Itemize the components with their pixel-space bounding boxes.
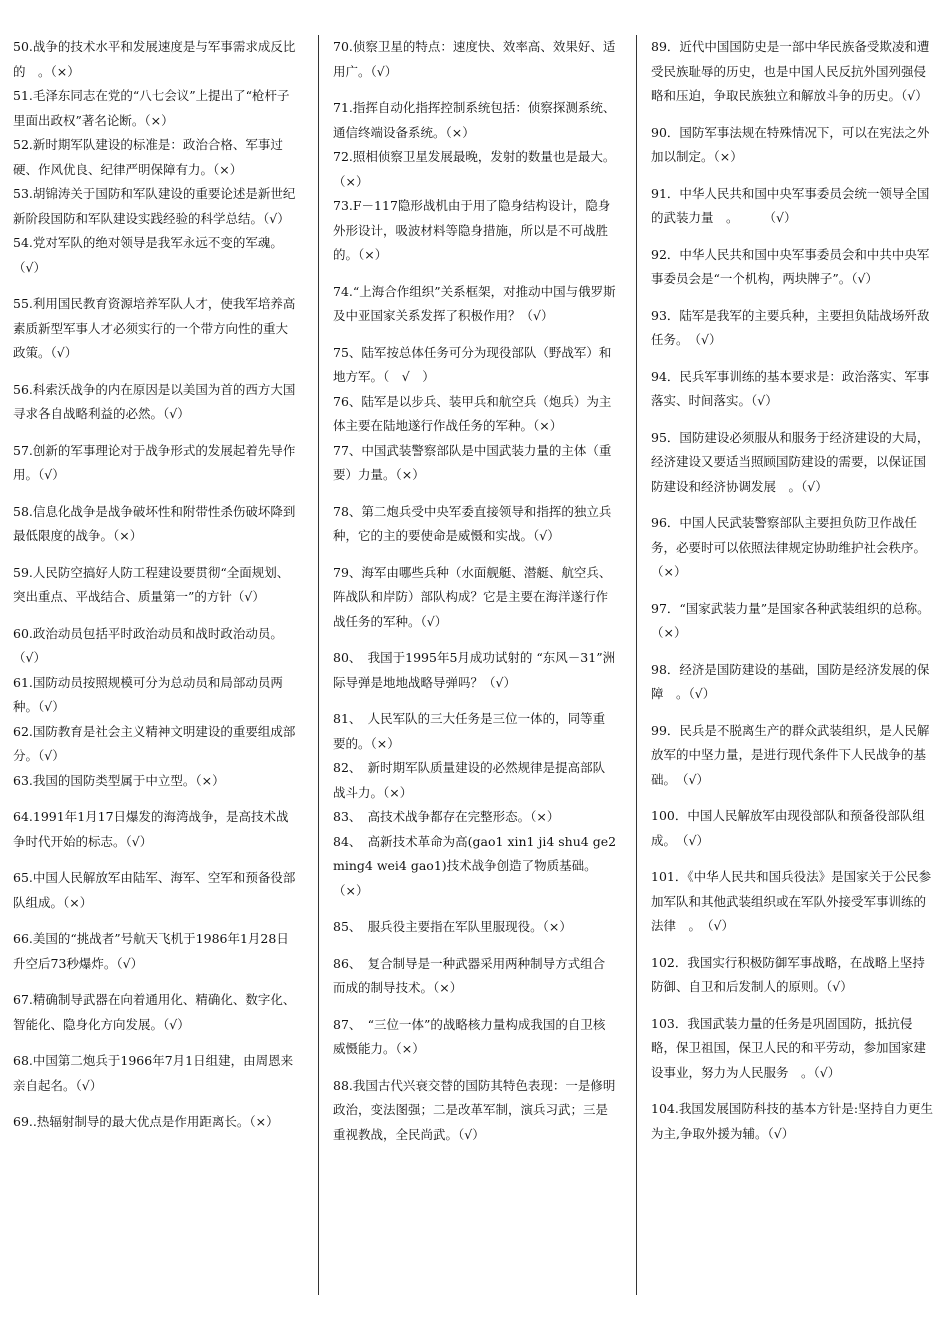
question-item: 80、 我国于1995年5月成功试射的 “东风－31”洲际导弹是地地战略导弹吗？（√） <box>333 650 616 690</box>
question-item: 68.中国第二炮兵于1966年7月1日组建，由周恩来亲自起名。（√） <box>13 1053 294 1093</box>
question-item: 75、陆军按总体任务可分为现役部队（野战军）和地方军。（ √ ） <box>333 344 612 384</box>
question-item: 83、 高技术战争都存在完整形态。（×） <box>333 809 560 824</box>
question-item: 51.毛泽东同志在党的“八七会议”上提出了“枪杆子里面出政权”著名论断。（×） <box>13 88 290 128</box>
question-item: 87、 “三位一体”的战略核力量构成我国的自卫核威慑能力。（×） <box>333 1016 606 1056</box>
question-item: 88.我国古代兴衰交替的国防其特色表现：一是修明政治，变法图强；二是改革军制，演兵习武；三是重视教战，全民尚武。（√） <box>333 1077 616 1142</box>
question-item: 66.美国的“挑战者”号航天飞机于1986年1月28日升空后73秒爆炸。（√） <box>13 931 289 971</box>
question-item: 93．陆军是我军的主要兵种，主要担负陆战场歼敌任务。 （√） <box>651 307 930 347</box>
question-item: 104.我国发展国防科技的基本方针是:坚持自力更生为主,争取外援为辅。（√） <box>651 1101 934 1141</box>
question-item: 90．国防军事法规在特殊情况下，可以在宪法之外加以制定。（×） <box>651 124 930 164</box>
question-item: 96．中国人民武装警察部队主要担负防卫作战任务，必要时可以依照法律规定协助维护社会秩序。 （×） <box>651 515 933 579</box>
question-item: 54.党对军队的绝对领导是我军永远不变的军魂。（√） <box>13 235 283 275</box>
question-item: 64.1991年1月17日爆发的海湾战争，是高技术战争时代开始的标志。（√） <box>13 809 289 849</box>
question-item: 84、 高新技术革命为高(gao1 xin1 ji4 shu4 ge2 ming4 wei4 gao1)技术战争创造了物质基础。（×） <box>333 833 617 898</box>
column-divider <box>636 35 637 1295</box>
question-item: 69..热辐射制导的最大优点是作用距离长。（×） <box>13 1114 279 1129</box>
question-item: 74.“上海合作组织”关系框架，对推动中国与俄罗斯及中亚国家关系发挥了积极作用？（√） <box>333 283 616 323</box>
question-item: 50.战争的技术水平和发展速度是与军事需求成反比的 。（×） <box>13 39 296 79</box>
question-item: 70.侦察卫星的特点：速度快、效率高、效果好、适用广。（√） <box>333 39 616 79</box>
question-item: 86、 复合制导是一种武器采用两种制导方式组合而成的制导技术。（×） <box>333 955 606 995</box>
question-item: 62.国防教育是社会主义精神文明建设的重要组成部分。（√） <box>13 723 296 763</box>
question-item: 85、 服兵役主要指在军队里服现役。（×） <box>333 919 572 934</box>
question-item: 100．中国人民解放军由现役部队和预备役部队组成。 （√） <box>651 808 925 848</box>
question-item: 77、中国武装警察部队是中国武装力量的主体（重要）力量。（×） <box>333 442 612 482</box>
question-item: 91．中华人民共和国中央军事委员会统一领导全国的武装力量 。 （√） <box>651 185 930 225</box>
question-item: 56.科索沃战争的内在原因是以美国为首的西方大国寻求各自战略利益的必然。（√） <box>13 381 296 421</box>
question-item: 67.精确制导武器在向着通用化、精确化、数字化、智能化、隐身化方向发展。（√） <box>13 992 296 1032</box>
question-item: 89．近代中国国防史是一部中华民族备受欺凌和遭受民族耻辱的历史，也是中国人民反抗外国列强侵略和压迫，争取民族独立和解放斗争的历史。（√） <box>651 39 930 103</box>
question-item: 79、海军由哪些兵种（水面舰艇、潜艇、航空兵、阵战队和岸防）部队构成？它是主要在海洋遂行作战任务的军种。（√） <box>333 564 612 629</box>
question-item: 101．《中华人民共和国兵役法》是国家关于公民参加军队和其他武装组织或在军队外接受军事训练的法律 。 （√） <box>651 869 932 933</box>
column-middle <box>333 35 617 1147</box>
question-item: 61.国防动员按照规模可分为总动员和局部动员两种。（√） <box>13 674 283 714</box>
column-left <box>13 35 297 1135</box>
column-right <box>651 35 937 1146</box>
question-item: 99．民兵是不脱离生产的群众武装组织，是人民解放军的中坚力量，是进行现代条件下人民战争的基础。 （√） <box>651 722 930 787</box>
question-item: 73.F－117隐形战机由于用了隐身结构设计，隐身外形设计，吸波材料等隐身措施，所以是不可战胜的。（×） <box>333 198 611 262</box>
question-item: 63.我国的国防类型属于中立型。（×） <box>13 772 225 788</box>
question-item: 53.胡锦涛关于国防和军队建设的重要论述是新世纪新阶段国防和军队建设实践经验的科学总结。（√） <box>13 186 296 226</box>
question-item: 60.政治动员包括平时政治动员和战时政治动员。（√） <box>13 625 283 665</box>
question-item: 97．“国家武装力量”是国家各种武装组织的总称。（×） <box>651 600 930 640</box>
question-item: 102．我国实行积极防御军事战略，在战略上坚持防御、自卫和后发制人的原则。（√） <box>651 954 925 994</box>
question-item: 76、陆军是以步兵、装甲兵和航空兵（炮兵）为主体主要在陆地遂行作战任务的军种。（×） <box>333 393 612 433</box>
question-item: 55.利用国民教育资源培养军队人才，使我军培养高素质新型军事人才必须实行的一个带方向性的重大政策。（√） <box>13 296 296 360</box>
column-divider <box>318 35 319 1295</box>
question-item: 92．中华人民共和国中央军事委员会和中共中央军事委员会是“一个机构，两块牌子”。（√） <box>651 246 930 286</box>
question-item: 103．我国武装力量的任务是巩固国防，抵抗侵略，保卫祖国，保卫人民的和平劳动，参加国家建设事业，努力为人民服务 。（√） <box>651 1015 927 1080</box>
question-item: 58.信息化战争是战争破坏性和附带性杀伤破坏降到最低限度的战争。（×） <box>13 503 296 543</box>
question-item: 59.人民防空搞好人防工程建设要贯彻“全面规划、突出重点、平战结合、质量第一”的方针（√） <box>13 564 290 604</box>
question-item: 95．国防建设必须服从和服务于经济建设的大局，经济建设又要适当照顾国防建设的需要，以保证国防建设和经济协调发展 。（√） <box>651 429 930 494</box>
question-item: 82、 新时期军队质量建设的必然规律是提高部队战斗力。（×） <box>333 760 606 800</box>
question-item: 71.指挥自动化指挥控制系统包括：侦察探测系统、通信终端设备系统。（×） <box>333 100 616 140</box>
question-item: 81、 人民军队的三大任务是三位一体的，同等重要的。（×） <box>333 711 606 751</box>
question-item: 65.中国人民解放军由陆军、海军、空军和预备役部队组成。（×） <box>13 870 296 910</box>
question-item: 52.新时期军队建设的标准是：政治合格、军事过硬、作风优良、纪律严明保障有力。（×） <box>13 137 283 177</box>
question-item: 78、第二炮兵受中央军委直接领导和指挥的独立兵种，它的主的要使命是威慑和实战。（√） <box>333 503 612 543</box>
question-item: 57.创新的军事理论对于战争形式的发展起着先导作用。（√） <box>13 442 296 482</box>
question-item: 94．民兵军事训练的基本要求是：政治落实、军事落实、时间落实。（√） <box>651 368 930 408</box>
question-item: 72.照相侦察卫星发展最晚，发射的数量也是最大。（×） <box>333 149 616 189</box>
question-item: 98．经济是国防建设的基础，国防是经济发展的保障 。（√） <box>651 661 930 701</box>
